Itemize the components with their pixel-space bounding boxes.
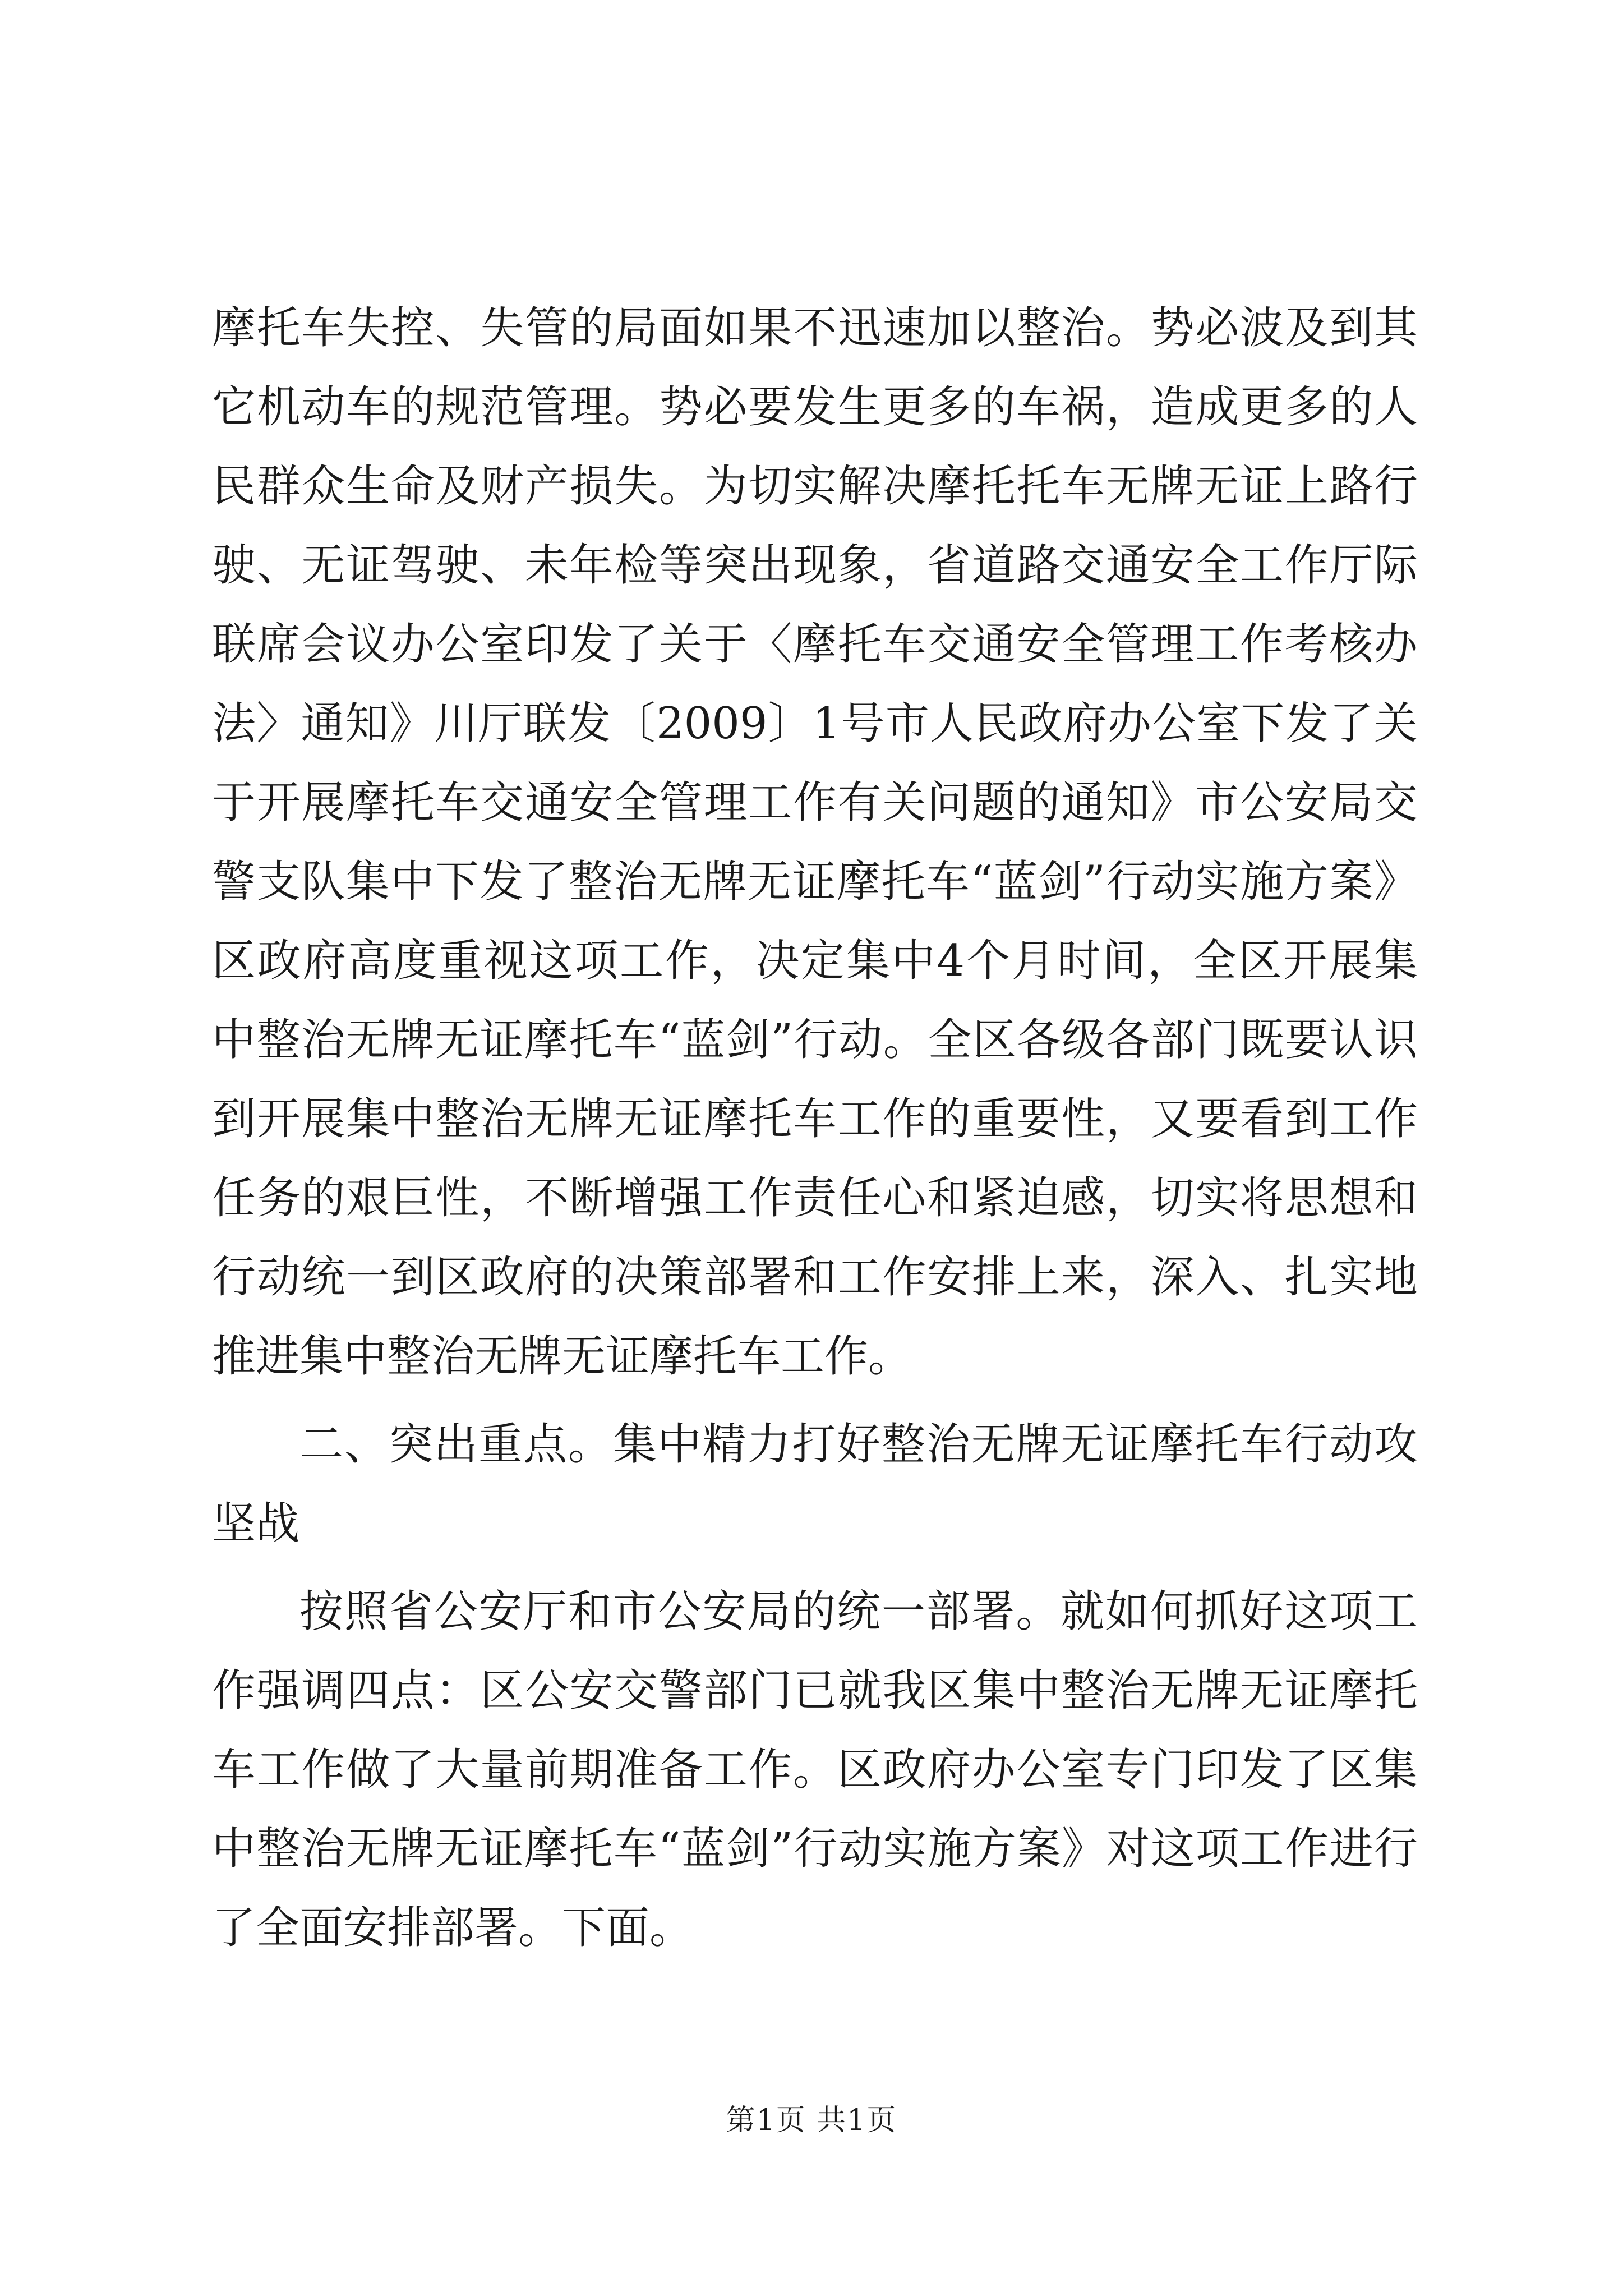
document-body <box>212 289 1418 1968</box>
page-footer: 第1页 共1页 <box>726 2104 897 2137</box>
paragraph-spacer <box>212 1396 1418 1405</box>
paragraph-deployment: 按照省公安厅和市公安局的统一部署。就如何抓好这项工作强调四点：区公安交警部门已就我区集中整治无牌无证摩托车工作做了大量前期准备工作。区政府办公室专门印发了区集中整治无牌无证摩托车“蓝剑”行动实施方案》对这项工作进行了全面安排部署。下面。 <box>212 1586 1418 1953</box>
section-heading: 二、突出重点。集中精力打好整治无牌无证摩托车行动攻坚战 <box>212 1419 1418 1549</box>
paragraph-intro: 摩托车失控、失管的局面如果不迅速加以整治。势必波及到其它机动车的规范管理。势必要发生更多的车祸，造成更多的人民群众生命及财产损失。为切实解决摩托托车无牌无证上路行驶、无证驾驶、未年检等突出现象，省道路交通安全工作厅际联席会议办公室印发了关于〈摩托车交通安全管理工作考核办法〉通知》川厅联发〔2009〕1号市人民政府办公室下发了关于开展摩托车交通安全管理工作有关问题的通知》市公安局交警支队集中下发了整治无牌无证摩托车“蓝剑”行动实施方案》区政府高度重视这项工作，决定集中4个月时间，全区开展集中整治无牌无证摩托车“蓝剑”行动。全区各级各部门既要认识到开展集中整治无牌无证摩托车工作的重要性，又要看到工作任务的艰巨性，不断增强工作责任心和紧迫感，切实将思想和行动统一到区政府的决策部署和工作安排上来，深入、扎实地推进集中整治无牌无证摩托车工作。 <box>212 303 1418 1382</box>
paragraph-spacer <box>212 1563 1418 1572</box>
